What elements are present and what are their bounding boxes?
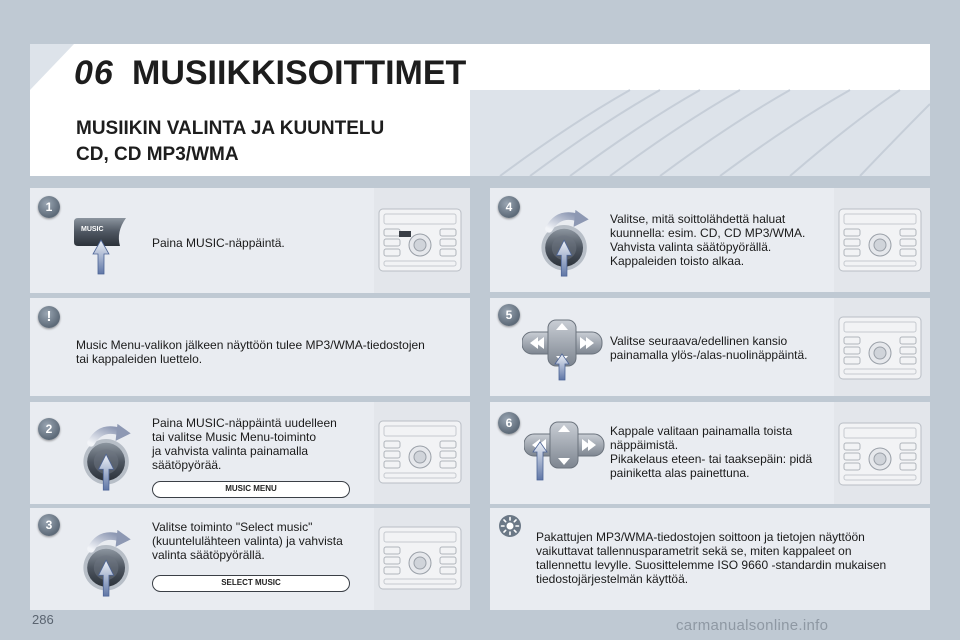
radio-unit-image [378,208,462,272]
step-2-badge: 2 [38,418,60,440]
radio-unit-image [838,316,922,380]
note-text-line-1: Music Menu-valikon jälkeen näyttöön tulee MP3/WMA-tiedostojen [76,338,425,352]
step-1-text: Paina MUSIC-näppäintä. [152,236,285,250]
step-2-line-4: säätöpyörää. [152,458,222,472]
section-title: MUSIIKIN VALINTA JA KUUNTELU [76,118,385,139]
step-4-line-2: kuunnella: esim. CD, CD MP3/WMA. [610,226,806,240]
step-5-badge: 5 [498,304,520,326]
step-4-line-3: Vahvista valinta säätöpyörällä. [610,240,772,254]
rotary-knob-icon [538,208,594,278]
tip-line-3: tallennettu levylle. Suosittelemme ISO 9660 -standardin mukaisen [536,558,887,572]
step-2-line-2: tai valitse Music Menu-toiminto [152,430,317,444]
tip-line-2: vaikuttavat tallennusparametrit sekä se, miten kappaleet on [536,544,852,558]
arrow-rocker-icon [524,420,606,484]
note-text-line-2: tai kappaleiden luettelo. [76,352,203,366]
step-6-line-2: näppäimistä. [610,438,679,452]
step-2-line-1: Paina MUSIC-näppäintä uudelleen [152,416,337,430]
rotary-knob-icon [80,528,136,598]
section-subtitle: CD, CD MP3/WMA [76,144,239,165]
step-4-badge: 4 [498,196,520,218]
music-menu-caption: MUSIC MENU [152,481,350,498]
step-4-line-1: Valitse, mitä soittolähdettä haluat [610,212,786,226]
tip-sun-icon [498,514,522,538]
step-3-line-1: Valitse toiminto "Select music" [152,520,313,534]
page-number: 286 [32,612,54,627]
music-key-label: MUSIC [81,226,104,233]
tip-line-1: Pakattujen MP3/WMA-tiedostojen soittoon ja tietojen näyttöön [536,530,865,544]
rotary-knob-icon [80,422,136,492]
warning-icon: ! [38,306,60,328]
step-6-line-4: painiketta alas painettuna. [610,466,750,480]
step-6-line-1: Kappale valitaan painamalla toista [610,424,793,438]
step-5-line-2: painamalla ylös-/alas-nuolinäppäintä. [610,348,808,362]
radio-unit-image [378,526,462,590]
step-4-line-4: Kappaleiden toisto alkaa. [610,254,745,268]
radio-unit-image [838,208,922,272]
step-2-line-3: ja vahvista valinta painamalla [152,444,309,458]
music-key-icon [72,210,130,276]
step-3-line-3: valinta säätöpyörällä. [152,548,265,562]
select-music-caption: SELECT MUSIC [152,575,350,592]
chapter-title: MUSIIKKISOITTIMET [132,54,467,92]
radio-unit-image [378,420,462,484]
radio-unit-image [838,422,922,486]
arrow-rocker-icon [522,318,604,382]
step-1-badge: 1 [38,196,60,218]
step-3-badge: 3 [38,514,60,536]
step-3-line-2: (kuuntelulähteen valinta) ja vahvista [152,534,343,548]
watermark-text: carmanualsonline.info [676,617,829,634]
step-6-badge: 6 [498,412,520,434]
chapter-number: 06 [74,54,114,92]
step-5-line-1: Valitse seuraava/edellinen kansio [610,334,788,348]
step-6-line-3: Pikakelaus eteen- tai taaksepäin: pidä [610,452,813,466]
tip-line-4: tiedostojärjestelmän käyttöä. [536,572,689,586]
